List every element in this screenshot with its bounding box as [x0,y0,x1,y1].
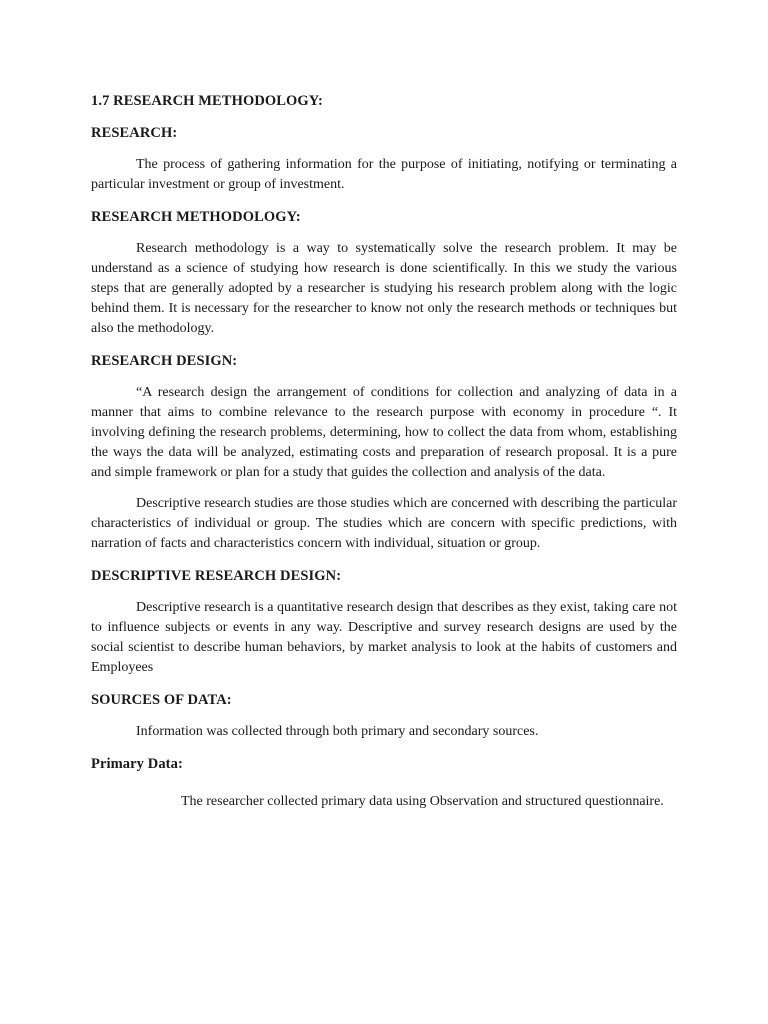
section-title: 1.7 RESEARCH METHODOLOGY: [91,93,323,109]
descriptive-research-design-paragraph: Descriptive research is a quantitative research design that describes as they exist, taking care not to influence subjects or events in any way. Descriptive and survey research designs are used by the social scientist to describe human behaviors, by market analysis to look at the habits of customers and Employees [91,600,677,675]
primary-data-paragraph: The researcher collected primary data using Observation and structured questionnaire. [181,794,664,809]
research-design-heading: RESEARCH DESIGN: [91,353,238,369]
primary-data-heading: Primary Data: [91,756,183,772]
document-content [91,90,677,812]
research-methodology-heading: RESEARCH METHODOLOGY: [91,209,301,225]
research-paragraph: The process of gathering information for the purpose of initiating, notifying or terminating a particular investment or group of investment. [91,157,677,192]
research-design-paragraph-1: “A research design the arrangement of conditions for collection and analyzing of data in a manner that aims to combine relevance to the research purpose with economy in procedure “. It involving defining the research problems, determining, how to collect the data from whom, establishing the ways the data will be analyzed, estimating costs and preparation of research proposal. It is a pure and simple framework or plan for a study that guides the collection and analysis of the data. [91,385,677,480]
sources-of-data-heading: SOURCES OF DATA: [91,692,232,708]
research-methodology-paragraph: Research methodology is a way to systematically solve the research problem. It may be understand as a science of studying how research is done scientifically. In this we study the various steps that are generally adopted by a researcher is studying his research problem along with the logic behind them. It is necessary for the researcher to know not only the research methods or techniques but also the methodology. [91,241,677,336]
descriptive-research-design-heading: DESCRIPTIVE RESEARCH DESIGN: [91,568,342,584]
research-design-paragraph-2: Descriptive research studies are those studies which are concerned with describing the particular characteristics of individual or group. The studies which are concern with specific predictions, with narration of facts and characteristics concern with individual, situation or group. [91,496,677,551]
research-heading: RESEARCH: [91,125,178,141]
sources-of-data-paragraph: Information was collected through both primary and secondary sources. [136,724,539,739]
